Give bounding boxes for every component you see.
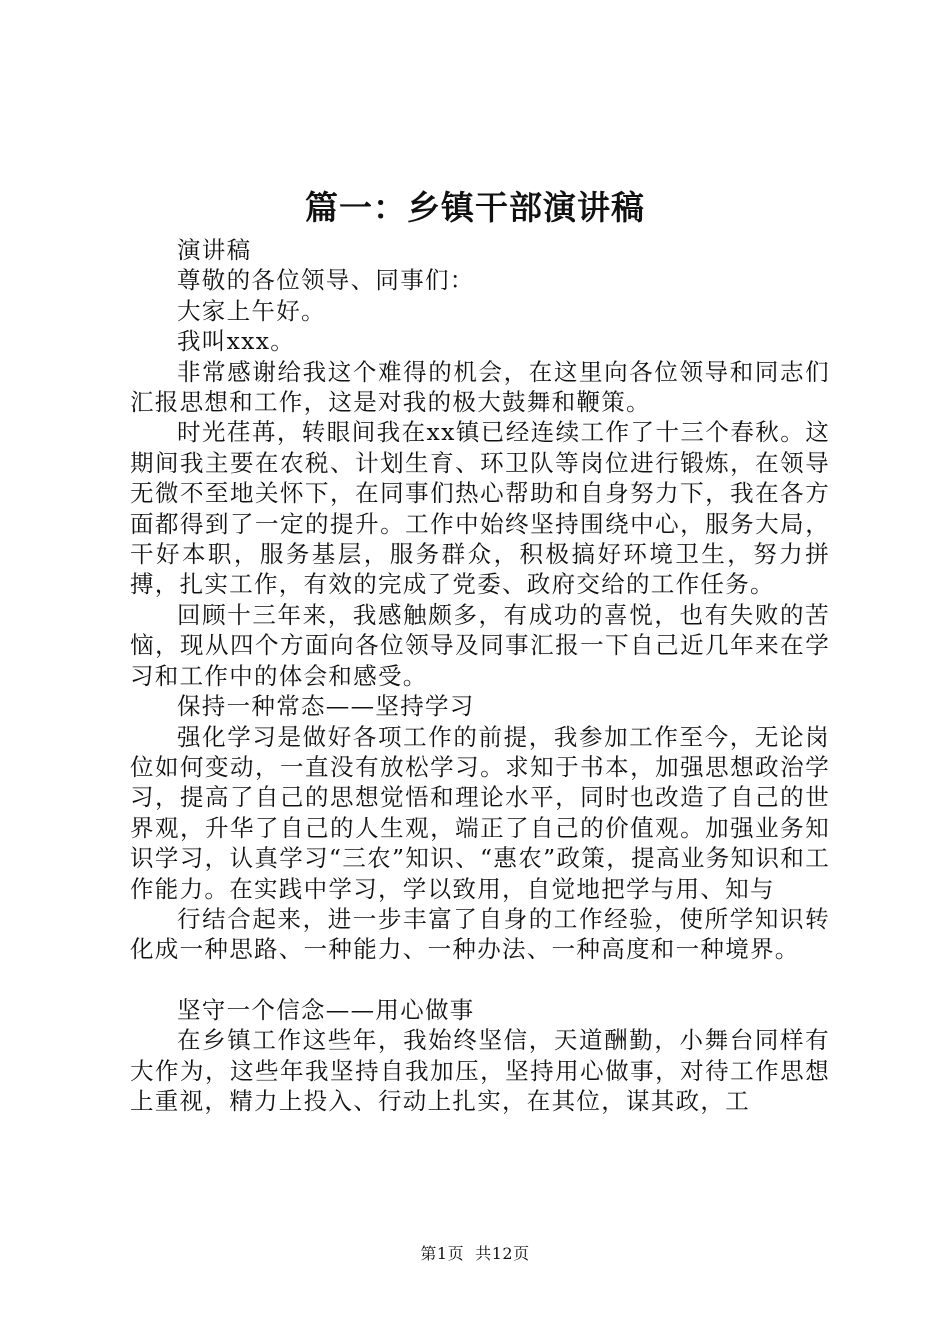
paragraph-review: 回顾十三年来，我感触颇多，有成功的喜悦，也有失败的苦恼，现从四个方面向各位领导及同事汇报一下自己近几年来在学习和工作中的体会和感受。 bbox=[130, 600, 830, 690]
paragraph-study: 强化学习是做好各项工作的前提，我参加工作至今，无论岗位如何变动，一直没有放松学习。求知于书本，加强思想政治学习，提高了自己的思想觉悟和理论水平，同时也改造了自己的世界观，升华了自己的人生观，端正了自己的价值观。加强业务知识学习，认真学习“三农”知识、“惠农”政策，提高业务知识和工作能力。在实践中学习，学以致用，自觉地把学与用、知与 bbox=[130, 722, 830, 903]
paragraph-salutation: 尊敬的各位领导、同事们： bbox=[177, 266, 475, 295]
page-number-label: 第1页 共12页 bbox=[420, 1244, 530, 1263]
paragraph-study-continued: 行结合起来，进一步丰富了自身的工作经验，使所学知识转化成一种思路、一种能力、一种办法、一种高度和一种境界。 bbox=[130, 904, 830, 964]
paragraph-work-history: 时光荏苒，转眼间我在xx镇已经连续工作了十三个春秋。这期间我主要在农税、计划生育、环卫队等岗位进行锻炼，在领导无微不至地关怀下，在同事们热心帮助和自身努力下，我在各方面都得到了一定的提升。工作中始终坚持围绕中心，服务大局，干好本职，服务基层，服务群众，积极搞好环境卫生，努力拼搏，扎实工作，有效的完成了党委、政府交给的工作任务。 bbox=[130, 418, 830, 599]
paragraph-belief: 在乡镇工作这些年，我始终坚信，天道酬勤，小舞台同样有大作为，这些年我坚持自我加压，坚持用心做事，对待工作思想上重视，精力上投入、行动上扎实，在其位，谋其政，工 bbox=[130, 1026, 830, 1115]
paragraph-self-intro: 我叫xxx。 bbox=[177, 327, 296, 356]
section-heading-belief: 坚守一个信念——用心做事 bbox=[177, 995, 475, 1024]
page-footer bbox=[0, 1243, 950, 1265]
paragraph-heading-label: 演讲稿 bbox=[177, 236, 252, 264]
section-heading-study: 保持一种常态——坚持学习 bbox=[177, 692, 475, 721]
document-body bbox=[130, 235, 830, 1116]
paragraph-thanks: 非常感谢给我这个难得的机会，在这里向各位领导和同志们汇报思想和工作，这是对我的极大鼓舞和鞭策。 bbox=[130, 357, 830, 417]
document-title: 篇一：乡镇干部演讲稿 bbox=[305, 188, 645, 227]
paragraph-greeting: 大家上午好。 bbox=[177, 296, 326, 325]
